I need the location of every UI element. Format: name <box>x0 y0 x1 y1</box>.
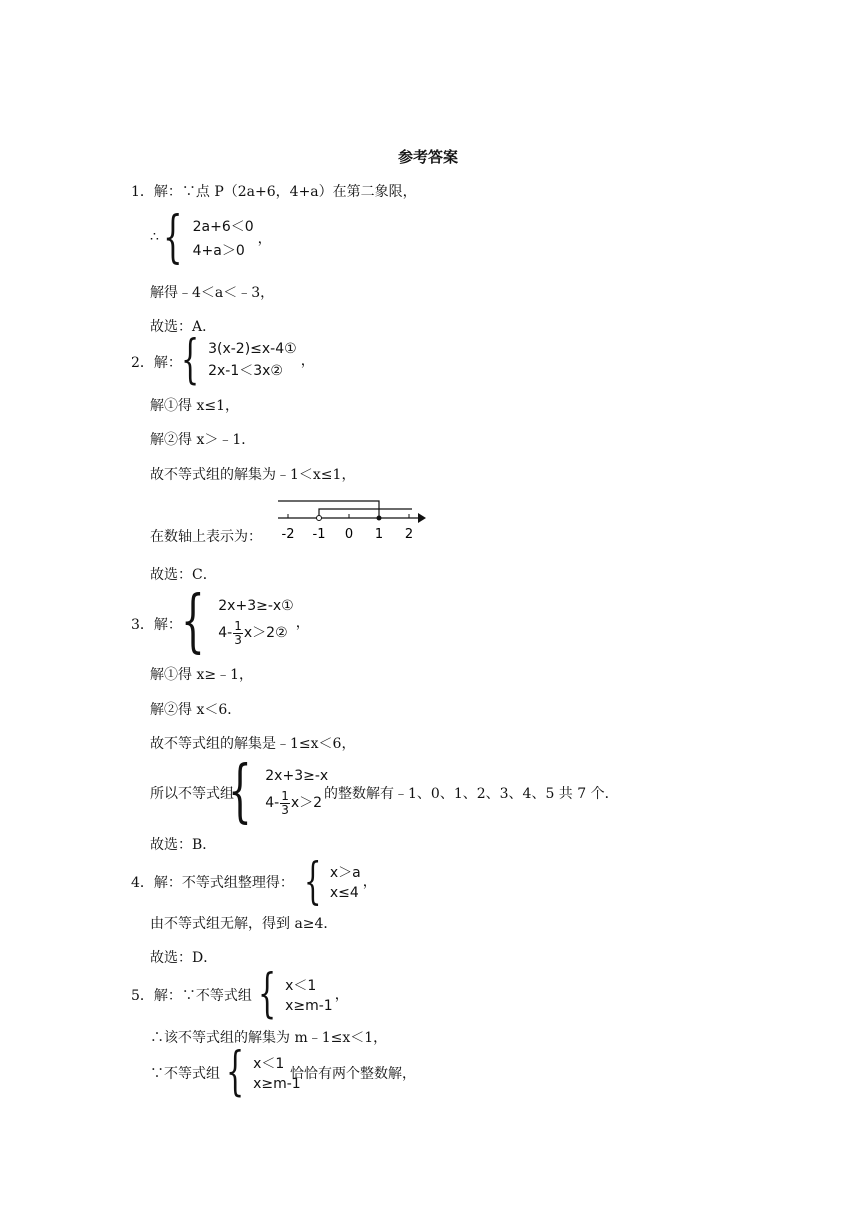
fraction: $\frac{1}{3}$ <box>234 618 242 647</box>
q5-sys-tail: ， <box>334 987 349 1003</box>
q3b-ineq-2: 4- $\frac{1}{3}$ x＞2 <box>265 788 323 817</box>
q2-ineq-2: 2x-1＜3x② <box>208 362 283 379</box>
q5-ineq-2: x≥m-1 <box>285 997 333 1014</box>
q5-l2-pre: ∵不等式组 <box>150 1066 220 1082</box>
q1-line4: 故选：A． <box>150 319 217 335</box>
closed-point <box>377 516 382 521</box>
q3-sys-tail: ， <box>295 615 310 631</box>
q2-l3: 故不等式组的解集为﹣1＜x≤1， <box>150 467 356 483</box>
q2-l5: 故选：C． <box>150 567 217 583</box>
q5-system <box>258 964 349 1024</box>
q5b-ineq-2: x≥m-1 <box>253 1075 301 1092</box>
q4-lead: 4．解：不等式组整理得： <box>131 875 294 891</box>
brace-icon: { <box>258 964 277 1024</box>
q1-ineq-2: 4+a＞0 <box>192 243 245 259</box>
tick-label: 0 <box>344 527 354 542</box>
q3-l4-post: 的整数解有﹣1、0、1、2、3、4、5 共 7 个． <box>324 786 619 802</box>
q2-lead: 2．解： <box>131 355 182 371</box>
q1-ineq-1: 2a+6＜0 <box>192 219 254 235</box>
tick-label: -1 <box>312 527 326 542</box>
number-line <box>268 494 428 544</box>
q5b-ineq-1: x＜1 <box>253 1055 285 1072</box>
q1-system <box>163 205 272 270</box>
q3-l2: 解②得 x＜6． <box>150 702 242 718</box>
q3-l4-pre: 所以不等式组 <box>150 786 234 802</box>
open-point <box>317 516 322 521</box>
brace-icon: { <box>228 752 252 831</box>
q1-therefore: ∴ <box>150 229 159 245</box>
q2-system <box>181 330 315 390</box>
q2-l2: 解②得 x＞﹣1． <box>150 432 256 448</box>
page-title: 参考答案 <box>398 148 459 166</box>
q5-l2-post: 恰恰有两个整数解， <box>290 1066 416 1082</box>
q4-l2: 故选：D． <box>150 950 218 966</box>
q3-l5: 故选：B． <box>150 837 217 853</box>
q3-ineq-2: 4- $\frac{1}{3}$ x＞2② <box>218 618 288 647</box>
q3-l1: 解①得 x≥﹣1， <box>150 667 253 683</box>
q3b-ineq-1: 2x+3≥-x <box>265 767 329 784</box>
q1-line1: 1．解：∵点 P（2a+6，4+a）在第二象限， <box>131 184 417 200</box>
brace-icon: { <box>181 582 205 661</box>
solution-bracket-right <box>319 509 412 518</box>
q2-l1: 解①得 x≤1， <box>150 398 239 414</box>
brace-icon: { <box>226 1042 245 1102</box>
q2-sys-tail: ， <box>300 353 315 369</box>
q3-system <box>181 582 310 661</box>
brace-icon: { <box>181 330 200 390</box>
q5-l1: ∴该不等式组的解集为 m﹣1≤x＜1， <box>150 1030 388 1046</box>
brace-icon: { <box>163 205 183 270</box>
q5-ineq-1: x＜1 <box>285 977 317 994</box>
q5-lead: 5．解：∵不等式组 <box>131 988 252 1004</box>
q4-ineq-1: x＞a <box>329 864 361 881</box>
tick-label: 2 <box>404 527 414 542</box>
q3-lead: 3．解： <box>131 617 182 633</box>
q3-system-b <box>228 752 329 831</box>
arrow-icon <box>418 513 426 523</box>
q2-l4: 在数轴上表示为： <box>150 529 262 545</box>
brace-icon: { <box>304 852 322 910</box>
q4-ineq-2: x≤4 <box>329 884 359 901</box>
q4-l1: 由不等式组无解，得到 a≥4． <box>150 916 338 932</box>
tick-label: -2 <box>281 527 295 542</box>
q4-sys-tail: ， <box>362 874 377 890</box>
q1-sys-tail: ， <box>257 231 272 247</box>
q4-system <box>304 852 377 910</box>
fraction: $\frac{1}{3}$ <box>281 788 289 817</box>
q2-ineq-1: 3(x-2)≤x-4① <box>208 340 297 357</box>
tick-label: 1 <box>374 527 384 542</box>
q1-line3: 解得﹣4＜a＜﹣3， <box>150 285 275 301</box>
q3-l3: 故不等式组的解集是﹣1≤x＜6， <box>150 736 356 752</box>
q3-ineq-1: 2x+3≥-x① <box>218 597 294 614</box>
